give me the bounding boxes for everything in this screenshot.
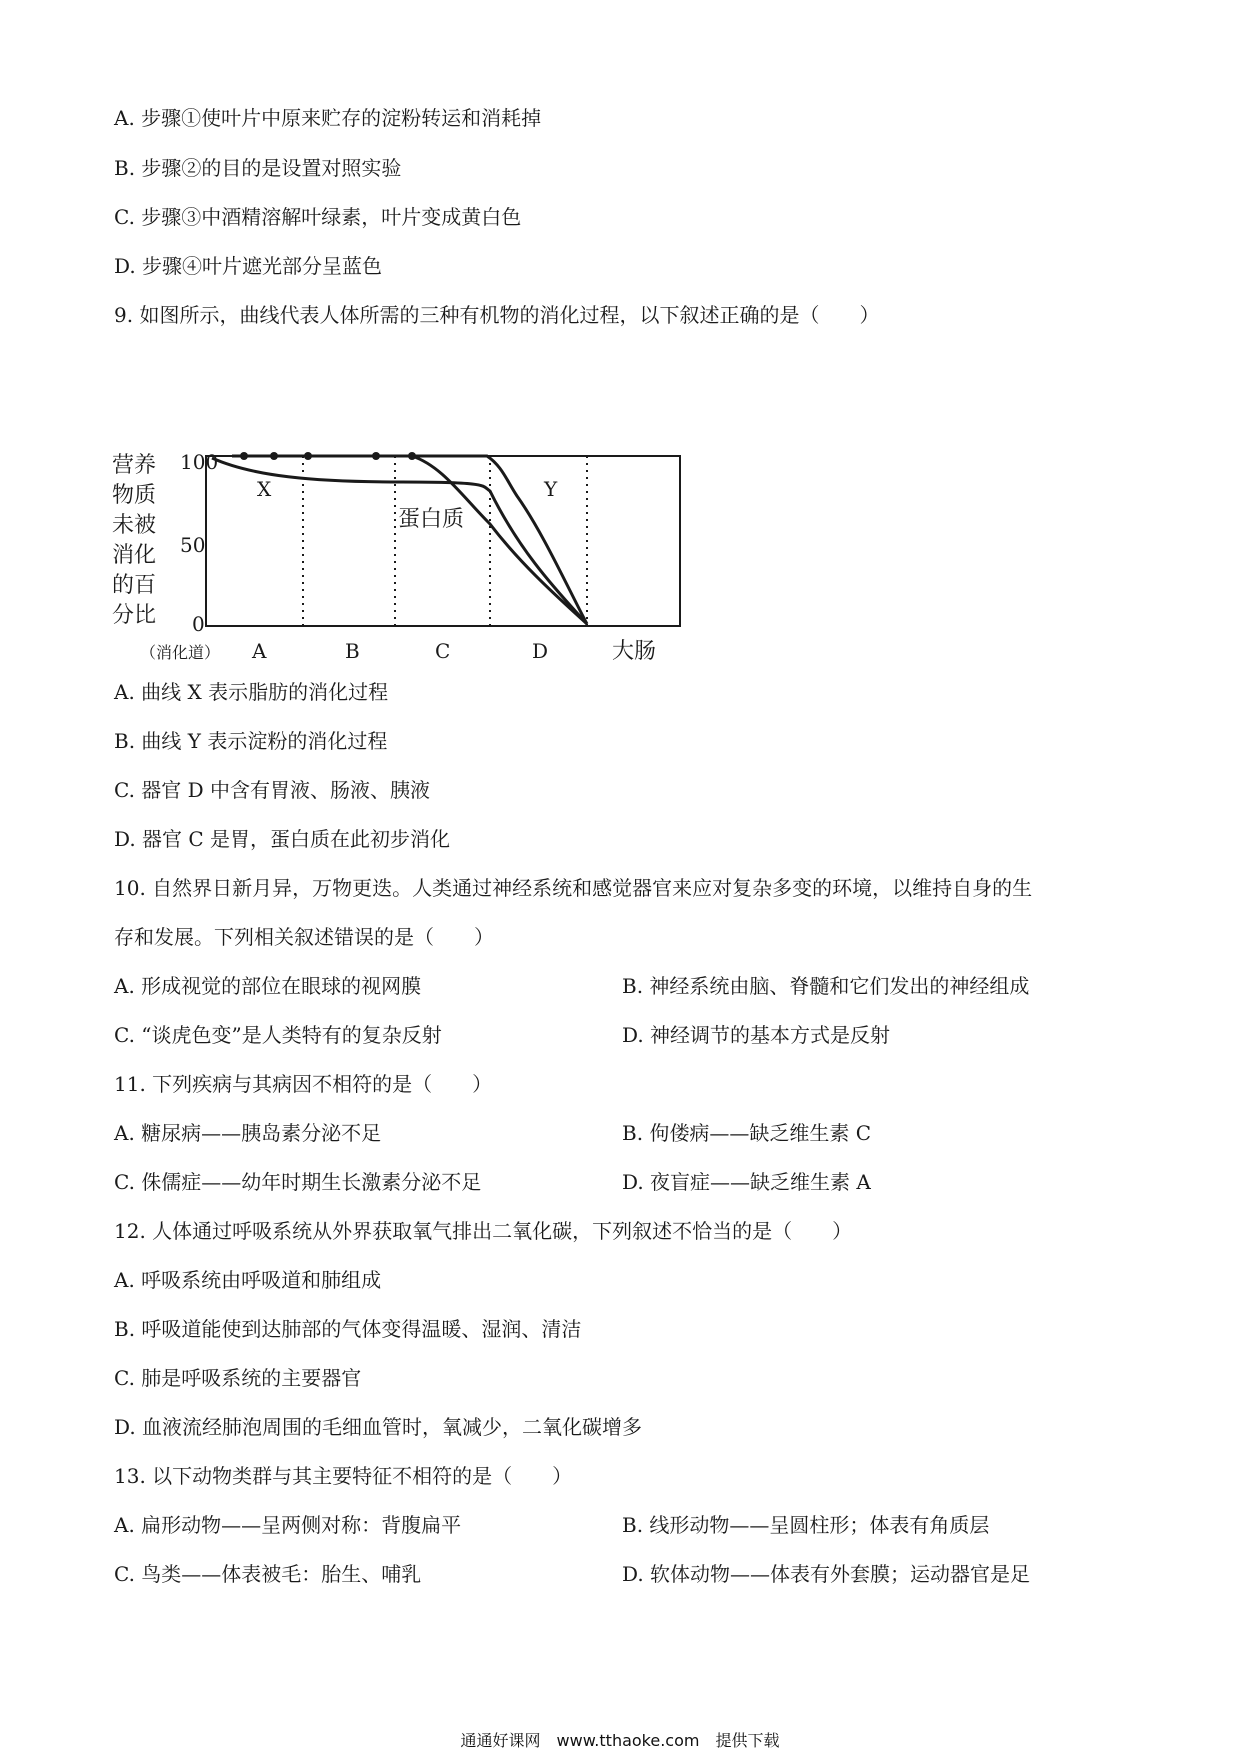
q12-option-c: C. 肺是呼吸系统的主要器官 [114,1366,362,1390]
segment-b-label: B [345,639,360,663]
segment-large-intestine-label: 大肠 [612,639,657,664]
digestion-chart [112,436,692,666]
q9-option-a: A. 曲线 X 表示脂肪的消化过程 [114,680,389,704]
q11-option-c: C. 侏儒症——幼年时期生长激素分泌不足 [114,1170,482,1194]
q10-option-c: C. “谈虎色变”是人类特有的复杂反射 [114,1023,442,1047]
y-axis-label [112,453,156,628]
q12-option-b: B. 呼吸道能使到达肺部的气体变得温暖、湿润、清洁 [114,1317,582,1341]
ylabel-line-6: 分比 [112,603,157,628]
marker-1 [240,452,248,460]
curve-label-protein: 蛋白质 [398,507,465,532]
q11-stem: 11. 下列疾病与其病因不相符的是（ ） [114,1072,493,1096]
marker-4 [372,452,380,460]
ytick-0: 0 [192,612,205,636]
q8-option-b: B. 步骤②的目的是设置对照实验 [114,156,402,180]
ylabel-line-5: 的百 [112,573,157,598]
q10-stem-line1: 10. 自然界日新月异，万物更迭。人类通过神经系统和感觉器官来应对复杂多变的环境，以维持自身的生 [114,876,1033,900]
q11-option-d: D. 夜盲症——缺乏维生素 A [622,1170,871,1194]
q10-option-d: D. 神经调节的基本方式是反射 [622,1023,891,1047]
q11-option-a: A. 糖尿病——胰岛素分泌不足 [114,1121,382,1145]
marker-2 [270,452,278,460]
page-footer: 通通好课网 www.tthaoke.com 提供下载 [460,1731,780,1750]
q9-option-b: B. 曲线 Y 表示淀粉的消化过程 [114,729,388,753]
q13-option-b: B. 线形动物——呈圆柱形；体表有角质层 [622,1513,990,1537]
ylabel-line-4: 消化 [112,543,157,568]
x-axis-label: （消化道） [140,643,221,662]
marker-5 [408,452,416,460]
q12-option-a: A. 呼吸系统由呼吸道和肺组成 [114,1268,382,1292]
ylabel-line-3: 未被 [112,513,157,538]
q9-option-c: C. 器官 D 中含有胃液、肠液、胰液 [114,778,431,802]
q13-option-d: D. 软体动物——体表有外套膜；运动器官是足 [622,1562,1031,1586]
q10-option-b: B. 神经系统由脑、脊髓和它们发出的神经组成 [622,974,1030,998]
curve-label-x: X [257,477,272,501]
ytick-50: 50 [180,533,206,557]
segment-a-label: A [252,639,267,663]
ylabel-line-2: 物质 [112,483,157,508]
q9-stem: 9. 如图所示，曲线代表人体所需的三种有机物的消化过程，以下叙述正确的是（ ） [114,303,880,327]
q13-option-c: C. 鸟类——体表被毛：胎生、哺乳 [114,1562,422,1586]
curve-label-y: Y [544,477,558,501]
q9-option-d: D. 器官 C 是胃，蛋白质在此初步消化 [114,827,451,851]
segment-c-label: C [435,639,451,663]
q11-option-b: B. 佝偻病——缺乏维生素 C [622,1121,872,1145]
q13-option-a: A. 扁形动物——呈两侧对称：背腹扁平 [114,1513,462,1537]
q8-option-c: C. 步骤③中酒精溶解叶绿素，叶片变成黄白色 [114,205,522,229]
digestion-chart-svg [112,436,692,666]
segment-d-label: D [532,639,549,663]
q12-option-d: D. 血液流经肺泡周围的毛细血管时，氧减少，二氧化碳增多 [114,1415,643,1439]
q10-stem-line2: 存和发展。下列相关叙述错误的是（ ） [114,925,494,949]
marker-3 [304,452,312,460]
ytick-100: 100 [180,450,219,474]
ylabel-line-1: 营养 [112,453,157,478]
q12-stem: 12. 人体通过呼吸系统从外界获取氧气排出二氧化碳，下列叙述不恰当的是（ ） [114,1219,853,1243]
q10-option-a: A. 形成视觉的部位在眼球的视网膜 [114,974,422,998]
q8-option-d: D. 步骤④叶片遮光部分呈蓝色 [114,254,383,278]
q13-stem: 13. 以下动物类群与其主要特征不相符的是（ ） [114,1464,573,1488]
q8-option-a: A. 步骤①使叶片中原来贮存的淀粉转运和消耗掉 [114,106,542,130]
